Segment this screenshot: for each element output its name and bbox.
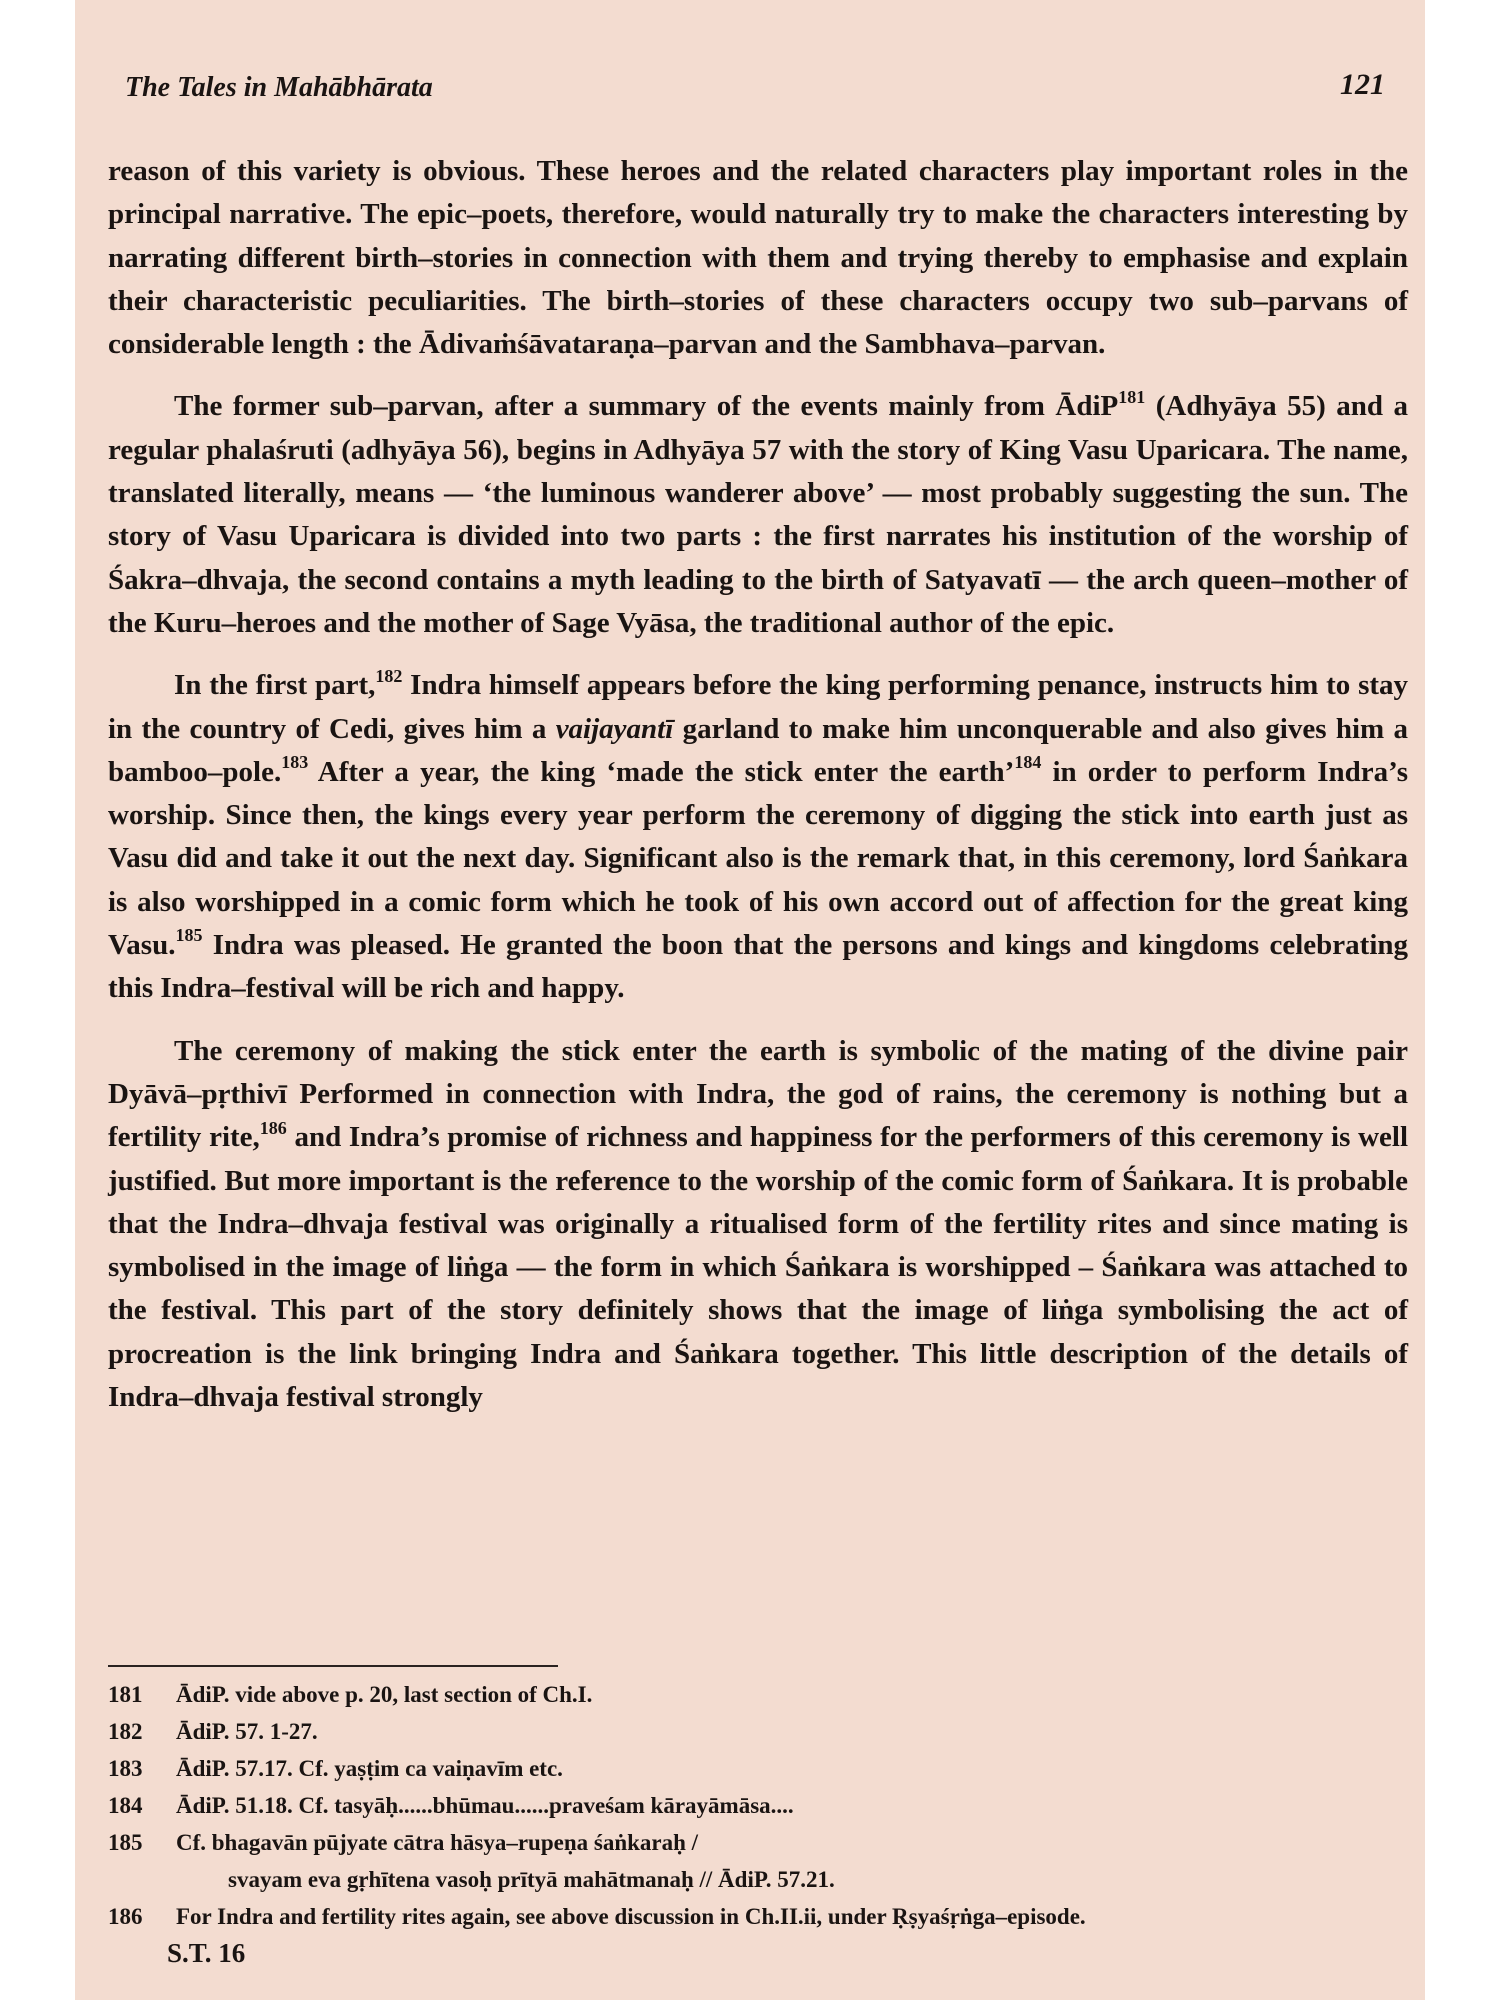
printer-signature: S.T. 16 (167, 1938, 246, 1968)
footnotes (108, 1676, 1408, 1935)
footnote-number: 184 (108, 1793, 143, 1818)
footnote-text: ĀdiP. 57. 1-27. (176, 1719, 318, 1744)
footnote-text: ĀdiP. vide above p. 20, last section of Ch.I. (176, 1682, 593, 1707)
footnote-reference: 184 (1014, 752, 1042, 773)
text-run: The former sub–parvan, after a summary of the events mainly from ĀdiP (174, 390, 1119, 423)
footnote (108, 1787, 1408, 1824)
footnote (108, 1898, 1408, 1935)
text-run: Indra himself appears before the king performing penance, instructs him to stay in the country of Cedi, gives him a (108, 669, 1409, 745)
running-header (125, 64, 1385, 114)
text-run: (Adhyāya 55) and a regular phalaśruti (adhyāya 56), begins in Adhyāya 57 with the story of King Vasu Uparicara. The name, translated literally, means — ‘the luminous wanderer above’ — most probably suggesting the sun. The story of Vasu Uparicara is divided into two parts : the first narrates his institution of the worship of Śakra–dhvaja, the second contains a myth leading to the birth of Satyavatī — the arch queen–mother of the Kuru–heroes and the mother of Sage Vyāsa, the traditional author of the epic. (108, 390, 1408, 639)
text-run: The ceremony of making the stick enter the earth is symbolic of the mating of the divine pair Dyāvā–pṛthivī Performed in connection with Indra, the god of rains, the ceremony is nothing but a fertility rite, (108, 1034, 1408, 1154)
footnote-reference: 186 (259, 1117, 287, 1138)
footnote-number: 183 (108, 1756, 143, 1781)
footnote-text: ĀdiP. 51.18. Cf. tasyāḥ......bhūmau......praveśam kārayāmāsa.... (176, 1793, 794, 1818)
footnote-text: svayam eva gṛhītena vasoḥ prītyā mahātmanaḥ // ĀdiP. 57.21. (228, 1867, 835, 1892)
footnote-reference: 182 (375, 665, 403, 686)
footnote (108, 1676, 1408, 1713)
paragraph (108, 664, 1408, 1010)
running-title: The Tales in Mahābhārata (125, 72, 433, 103)
footnote (108, 1750, 1408, 1787)
footnote (108, 1824, 1408, 1861)
paragraph (108, 1030, 1408, 1420)
footnote-reference: 183 (281, 752, 309, 773)
paragraph (108, 150, 1408, 366)
text-run: garland to make him unconquerable and also gives him a bamboo–pole. (108, 712, 1408, 788)
text-run: and Indra’s promise of richness and happiness for the performers of this ceremony is well justified. But more important is the reference to the worship of the comic form of Śaṅkara. It is probable that the Indra–dhvaja festival was originally a ritualised form of the fertility rites and since mating is symbolised in the image of liṅga — the form in which Śaṅkara is worshipped – Śaṅkara was attached to the festival. This part of the story definitely shows that the image of liṅga symbolising the act of procreation is the link bringing Indra and Śaṅkara together. This little description of the details of Indra–dhvaja festival strongly (108, 1121, 1409, 1414)
footnote-number: 186 (108, 1904, 143, 1929)
footnote-reference: 181 (1118, 386, 1146, 407)
footnote-reference: 185 (175, 925, 203, 946)
paragraph (108, 385, 1408, 645)
footnote-text: ĀdiP. 57.17. Cf. yaṣṭim ca vaiṇavīm etc. (176, 1756, 563, 1781)
footnote (108, 1713, 1408, 1750)
book-page (75, 0, 1425, 2000)
main-text (108, 150, 1408, 1438)
footnote-divider (108, 1665, 558, 1667)
text-run: In the first part, (174, 669, 376, 702)
text-run: Indra was pleased. He granted the boon that the persons and kings and kingdoms celebrating this Indra–festival will be rich and happy. (108, 929, 1408, 1005)
footnote-number: 182 (108, 1719, 143, 1744)
footnote-continuation (108, 1861, 1408, 1898)
italic-term: vaijayantī (555, 712, 674, 745)
footnote-text: For Indra and fertility rites again, see above discussion in Ch.II.ii, under Ṛṣyaśṛṅga–episode. (176, 1904, 1086, 1929)
page-number: 121 (1340, 68, 1385, 101)
footnote-text: Cf. bhagavān pūjyate cātra hāsya–rupeṇa śaṅkaraḥ / (176, 1830, 699, 1855)
text-run: in order to perform Indra’s worship. Since then, the kings every year perform the ceremony of digging the stick into earth just as Vasu did and take it out the next day. Significant also is the remark that, in this ceremony, lord Śaṅkara is also worshipped in a comic form which he took of his own accord out of affection for the great king Vasu. (108, 755, 1408, 962)
footnote-number: 181 (108, 1682, 143, 1707)
text-run: After a year, the king ‘made the stick enter the earth’ (308, 755, 1015, 788)
text-run: reason of this variety is obvious. These heroes and the related characters play important roles in the principal narrative. The epic–poets, therefore, would naturally try to make the characters interesting by narrating different birth–stories in connection with them and trying thereby to emphasise and explain their characteristic peculiarities. The birth–stories of these characters occupy two sub–parvans of considerable length : the Ādivaṁśāvataraṇa–parvan and the Sambhava–parvan. (108, 155, 1408, 361)
footnote-number: 185 (108, 1830, 143, 1855)
